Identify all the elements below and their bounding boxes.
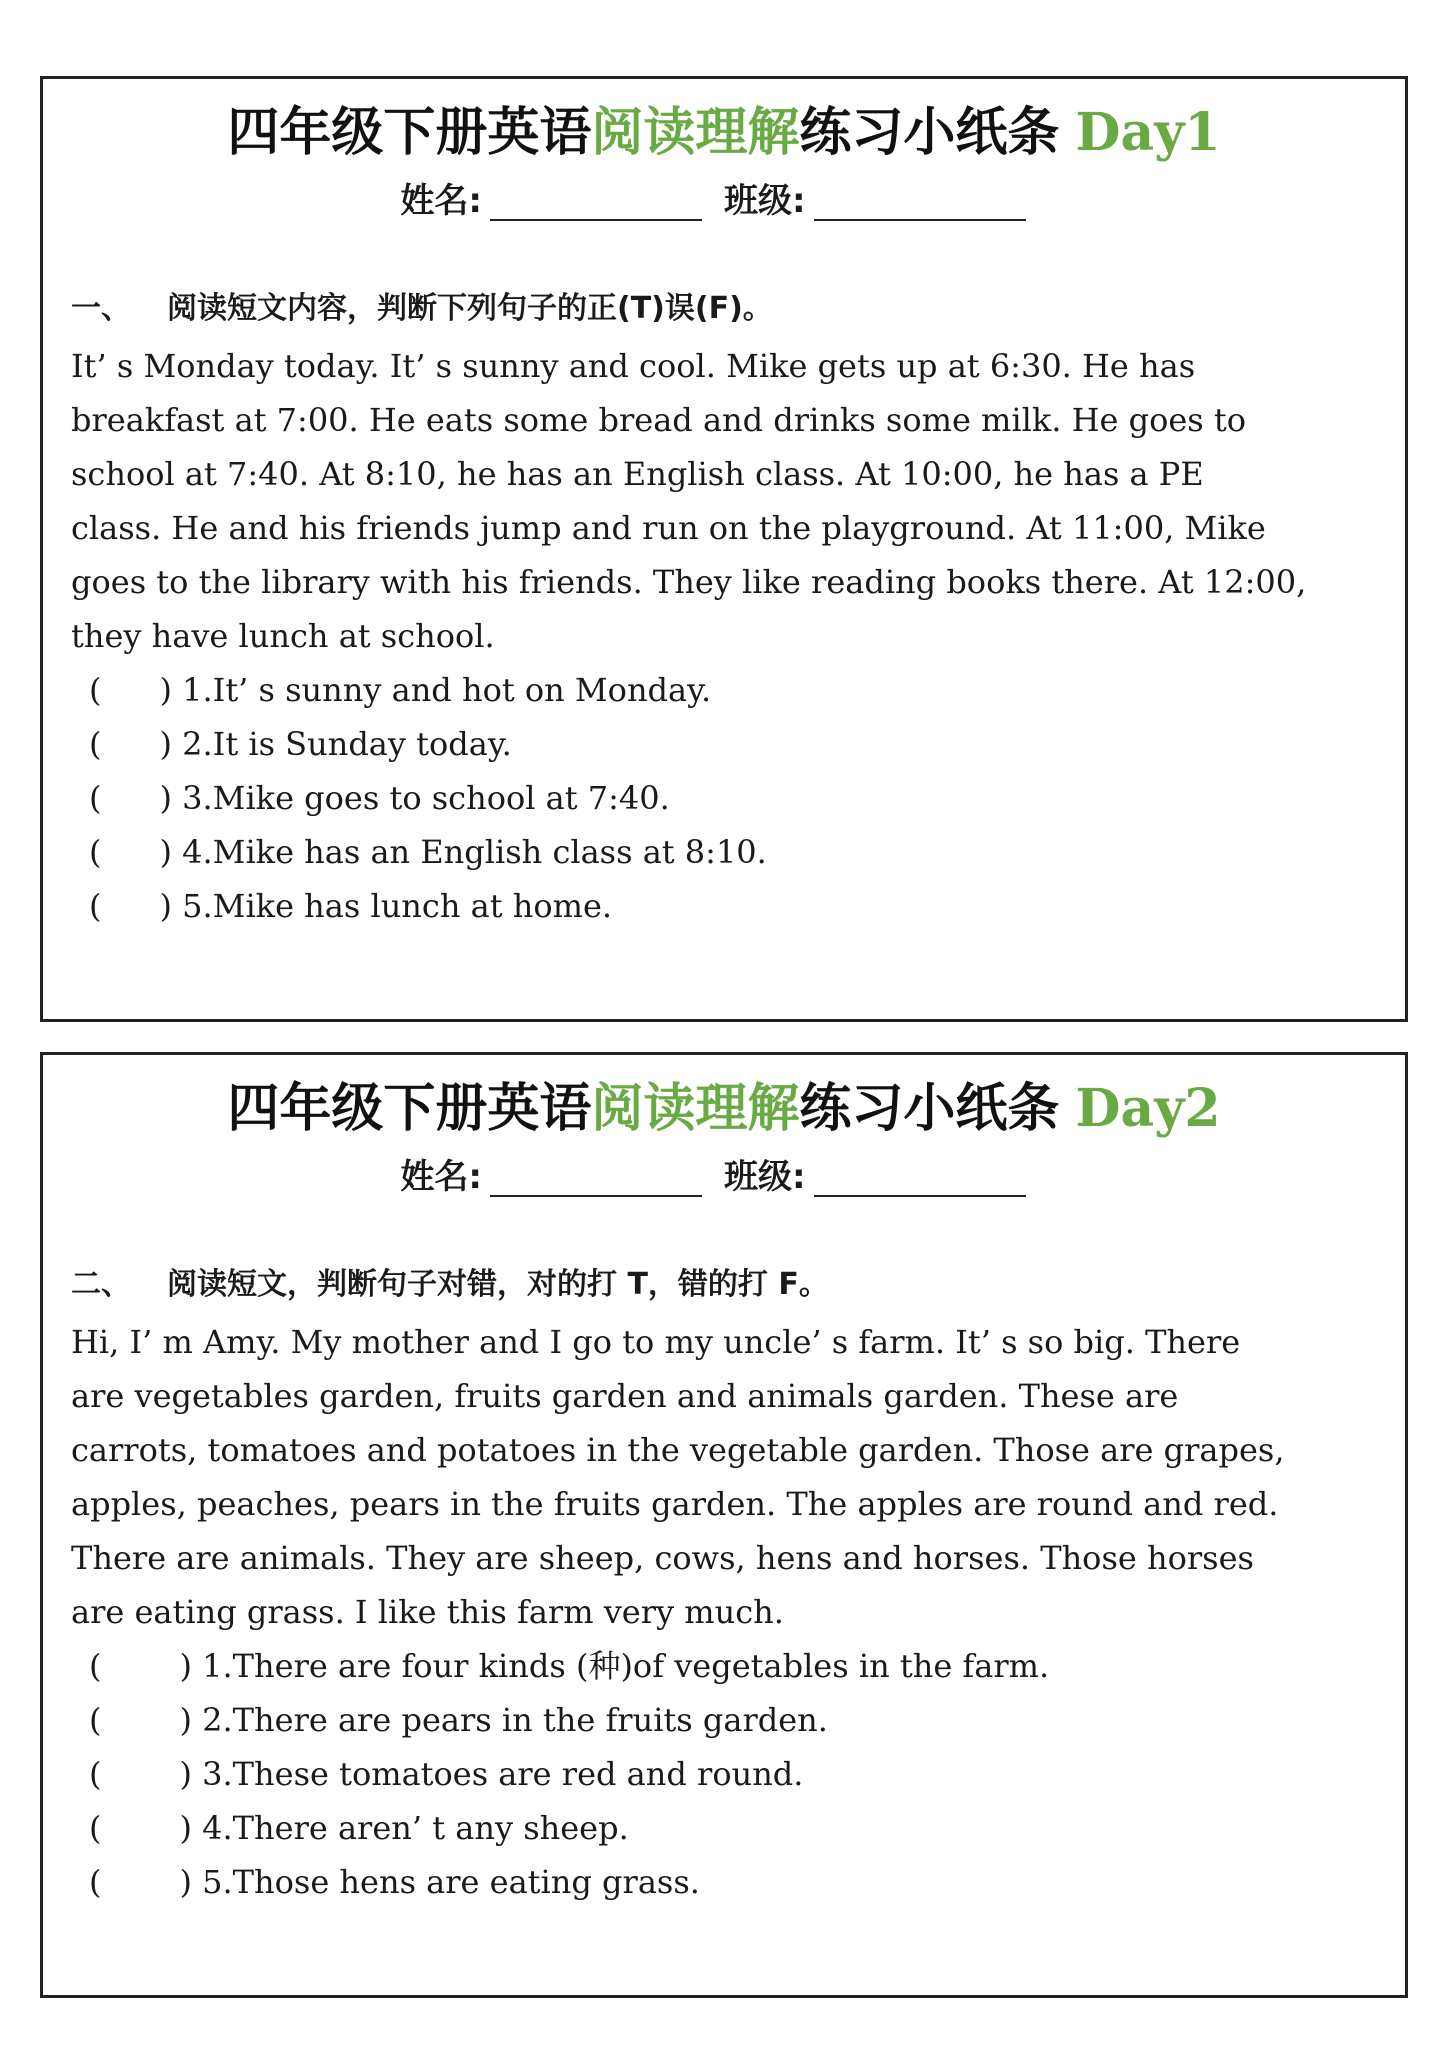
section-heading [71,289,773,329]
question-item [89,1693,1049,1747]
answer-open-paren[interactable]: ( [89,1863,102,1901]
answer-close-paren[interactable]: ) [159,887,172,925]
title-highlight: 阅读理解 [591,102,800,163]
section-heading [71,1265,829,1305]
class-blank[interactable] [814,1161,1026,1197]
question-item [89,825,767,879]
question-text: 5.Those hens are eating grass. [202,1863,700,1901]
answer-close-paren[interactable]: ) [179,1701,192,1739]
answer-close-paren[interactable]: ) [179,1863,192,1901]
question-text: 1.There are four kinds (种)of vegetables in the farm. [202,1647,1050,1685]
answer-open-paren[interactable]: ( [89,671,102,709]
answer-open-paren[interactable]: ( [89,833,102,871]
section-instruction: 阅读短文，判断句子对错，对的打 T，错的打 F。 [167,1267,829,1302]
question-text: 5.Mike has lunch at home. [182,887,613,925]
day-label: Day2 [1075,1078,1221,1139]
name-class-row [43,1155,1405,1199]
worksheet-title: 四年级下册英语阅读理解练习小纸条 Day1 [227,102,1221,163]
answer-close-paren[interactable]: ) [179,1755,192,1793]
class-label: 班级: [724,181,806,221]
question-item [89,879,767,933]
passage-line: are eating grass. I like this farm very much. [71,1593,784,1631]
name-label: 姓名: [400,181,482,221]
question-item [89,663,767,717]
reading-passage [71,339,1396,663]
question-text: 2.There are pears in the fruits garden. [202,1701,828,1739]
passage-line: breakfast at 7:00. He eats some bread and drinks some milk. He goes to [71,401,1247,439]
passage-line: they have lunch at school. [71,617,495,655]
name-blank[interactable] [490,1161,702,1197]
question-text: 3.These tomatoes are red and round. [202,1755,804,1793]
passage-line: carrots, tomatoes and potatoes in the vegetable garden. Those are grapes, [71,1431,1285,1469]
question-text: 2.It is Sunday today. [182,725,512,763]
passage-line: class. He and his friends jump and run on the playground. At 11:00, Mike [71,509,1266,547]
answer-close-paren[interactable]: ) [179,1809,192,1847]
section-number: 二、 [71,1267,131,1302]
passage-line: apples, peaches, pears in the fruits garden. The apples are round and red. [71,1485,1279,1523]
question-item [89,717,767,771]
day-label: Day1 [1075,102,1221,163]
question-item [89,771,767,825]
question-list [89,663,767,933]
question-item [89,1747,1049,1801]
answer-open-paren[interactable]: ( [89,887,102,925]
worksheet-card-day1 [40,76,1408,1022]
class-label: 班级: [724,1157,806,1197]
title-highlight: 阅读理解 [591,1078,800,1139]
answer-close-paren[interactable]: ) [159,833,172,871]
passage-line: It’ s Monday today. It’ s sunny and cool. Mike gets up at 6:30. He has [71,347,1196,385]
answer-open-paren[interactable]: ( [89,1647,102,1685]
passage-line: school at 7:40. At 8:10, he has an English class. At 10:00, he has a PE [71,455,1204,493]
passage-line: Hi, I’ m Amy. My mother and I go to my uncle’ s farm. It’ s so big. There [71,1323,1241,1361]
answer-open-paren[interactable]: ( [89,1755,102,1793]
answer-open-paren[interactable]: ( [89,725,102,763]
reading-passage [71,1315,1396,1639]
question-item [89,1855,1049,1909]
question-list [89,1639,1049,1909]
answer-close-paren[interactable]: ) [159,671,172,709]
answer-open-paren[interactable]: ( [89,1809,102,1847]
name-class-row [43,179,1405,223]
answer-open-paren[interactable]: ( [89,779,102,817]
question-text: 4.There aren’ t any sheep. [202,1809,629,1847]
name-blank[interactable] [490,185,702,221]
worksheet-card-day2 [40,1052,1408,1998]
passage-line: are vegetables garden, fruits garden and animals garden. These are [71,1377,1179,1415]
answer-close-paren[interactable]: ) [179,1647,192,1685]
section-number: 一、 [71,291,131,326]
question-item [89,1801,1049,1855]
answer-close-paren[interactable]: ) [159,725,172,763]
question-item [89,1639,1049,1693]
question-text: 1.It’ s sunny and hot on Monday. [182,671,712,709]
name-label: 姓名: [400,1157,482,1197]
passage-line: There are animals. They are sheep, cows, hens and horses. Those horses [71,1539,1254,1577]
worksheet-title: 四年级下册英语阅读理解练习小纸条 Day2 [227,1078,1221,1139]
class-blank[interactable] [814,185,1026,221]
passage-line: goes to the library with his friends. They like reading books there. At 12:00, [71,563,1307,601]
answer-close-paren[interactable]: ) [159,779,172,817]
answer-open-paren[interactable]: ( [89,1701,102,1739]
question-text: 3.Mike goes to school at 7:40. [182,779,670,817]
question-text: 4.Mike has an English class at 8:10. [182,833,767,871]
section-instruction: 阅读短文内容，判断下列句子的正(T)误(F)。 [167,291,773,326]
